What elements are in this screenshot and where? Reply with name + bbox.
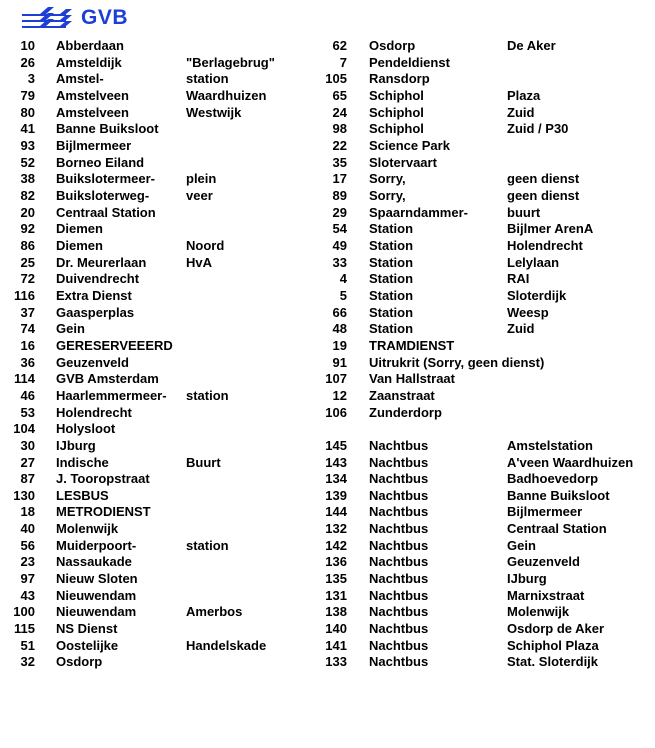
right-route-number: 135: [325, 571, 347, 587]
table-row: [0, 71, 655, 88]
left-route-number: 16: [20, 337, 35, 353]
left-route-number: 41: [20, 121, 35, 137]
left-destination: Banne Buiksloot: [56, 121, 159, 137]
right-destination: Station: [369, 321, 414, 337]
right-destination: Zaanstraat: [369, 387, 435, 403]
left-destination: Buikslotermeer-: [56, 171, 155, 187]
right-route-number: 131: [325, 587, 347, 603]
table-row: [0, 288, 655, 305]
right-route-number: 144: [325, 504, 347, 520]
right-destination: Science Park: [369, 137, 450, 153]
left-route-number: 25: [20, 254, 35, 270]
left-destination: LESBUS: [56, 487, 109, 503]
right-route-number: 66: [332, 304, 347, 320]
right-destination: Nachtbus: [369, 654, 429, 670]
right-route-number: 139: [325, 487, 347, 503]
table-row: [0, 654, 655, 671]
table-row: [0, 405, 655, 422]
right-destination-suffix: Bijlmer ArenA: [507, 221, 594, 237]
right-destination-suffix: Holendrecht: [507, 237, 583, 253]
left-route-number: 37: [20, 304, 35, 320]
table-row: [0, 171, 655, 188]
left-destination: J. Tooropstraat: [56, 471, 150, 487]
left-destination: Oostelijke: [56, 637, 119, 653]
right-route-number: 132: [325, 521, 347, 537]
table-row: [0, 221, 655, 238]
left-destination-suffix: Noord: [186, 237, 225, 253]
right-destination: Station: [369, 221, 414, 237]
left-destination: Nieuwendam: [56, 587, 137, 603]
left-destination: Nieuwendam: [56, 604, 137, 620]
right-destination-suffix: Schiphol Plaza: [507, 637, 599, 653]
right-destination: Nachtbus: [369, 621, 429, 637]
right-destination: Nachtbus: [369, 554, 429, 570]
right-destination-suffix: Gein: [507, 537, 536, 553]
left-destination-suffix: Waardhuizen: [186, 87, 267, 103]
right-destination-suffix: Plaza: [507, 87, 541, 103]
right-route-number: 35: [332, 154, 347, 170]
right-destination-suffix: De Aker: [507, 38, 556, 53]
left-route-number: 46: [20, 387, 35, 403]
table-row: [0, 321, 655, 338]
left-route-number: 18: [20, 504, 35, 520]
table-row: [0, 488, 655, 505]
right-route-number: 33: [332, 254, 347, 270]
table-row: [0, 55, 655, 72]
right-destination: Nachtbus: [369, 521, 429, 537]
left-route-number: 74: [20, 321, 35, 337]
right-destination-suffix: Centraal Station: [507, 521, 607, 537]
left-destination: Osdorp: [56, 654, 103, 670]
left-route-number: 97: [20, 571, 35, 587]
right-destination: Nachtbus: [369, 454, 429, 470]
table-row: [0, 571, 655, 588]
table-row: [0, 638, 655, 655]
left-route-number: 3: [27, 71, 35, 87]
left-destination-suffix: Amerbos: [186, 604, 243, 620]
right-destination: Nachtbus: [369, 537, 429, 553]
left-destination: Holysloot: [56, 421, 116, 437]
table-row: [0, 238, 655, 255]
right-destination: Station: [369, 254, 414, 270]
left-destination-suffix: Buurt: [186, 454, 221, 470]
right-destination: Schiphol: [369, 87, 424, 103]
right-destination-suffix: Badhoevedorp: [507, 471, 599, 487]
left-route-number: 80: [20, 104, 35, 120]
left-route-number: 32: [20, 654, 35, 670]
left-destination: Molenwijk: [56, 521, 119, 537]
right-destination-suffix: Lelylaan: [507, 254, 560, 270]
right-destination: Station: [369, 287, 414, 303]
left-route-number: 20: [20, 204, 35, 220]
right-route-number: 136: [325, 554, 347, 570]
table-row: [0, 621, 655, 638]
left-route-number: 40: [20, 521, 35, 537]
table-row: [0, 255, 655, 272]
right-destination: Nachtbus: [369, 587, 429, 603]
table-row: [0, 388, 655, 405]
left-destination-suffix: plein: [186, 171, 217, 187]
right-destination: Nachtbus: [369, 504, 429, 520]
table-row: [0, 371, 655, 388]
left-route-number: 26: [20, 54, 35, 70]
left-destination: Gein: [56, 321, 85, 337]
table-row: [0, 38, 655, 55]
right-destination: Osdorp: [369, 38, 416, 53]
right-destination-suffix: Zuid / P30: [507, 121, 569, 137]
table-row: [0, 554, 655, 571]
table-row: [0, 455, 655, 472]
right-route-number: 140: [325, 621, 347, 637]
right-destination: Schiphol: [369, 104, 424, 120]
table-row: [0, 421, 655, 438]
left-destination: Muiderpoort-: [56, 537, 137, 553]
left-destination: Geuzenveld: [56, 354, 129, 370]
right-destination-suffix: Zuid: [507, 104, 535, 120]
right-destination: Pendeldienst: [369, 54, 450, 70]
right-route-number: 107: [325, 371, 347, 387]
left-route-number: 38: [20, 171, 35, 187]
left-destination: Extra Dienst: [56, 287, 132, 303]
left-route-number: 114: [14, 371, 35, 387]
right-destination: Schiphol: [369, 121, 424, 137]
left-destination-suffix: veer: [186, 187, 213, 203]
table-row: [0, 271, 655, 288]
right-route-number: 12: [332, 387, 347, 403]
left-destination-suffix: station: [186, 387, 229, 403]
right-destination: Station: [369, 237, 414, 253]
right-route-number: 106: [325, 404, 347, 420]
left-destination: Dr. Meurerlaan: [56, 254, 147, 270]
left-route-number: 43: [20, 587, 35, 603]
left-destination: Abberdaan: [56, 38, 124, 53]
right-route-number: 49: [332, 237, 347, 253]
right-destination-suffix: geen dienst: [507, 171, 580, 187]
right-destination: Nachtbus: [369, 571, 429, 587]
left-destination-suffix: Handelskade: [186, 637, 267, 653]
left-route-number: 56: [20, 537, 35, 553]
right-route-number: 29: [332, 204, 347, 220]
right-destination: Sorry,: [369, 171, 406, 187]
left-destination-suffix: HvA: [186, 254, 213, 270]
table-row: [0, 205, 655, 222]
left-destination: GVB Amsterdam: [56, 371, 159, 387]
left-destination-suffix: "Berlagebrug": [186, 54, 275, 70]
left-destination: Nieuw Sloten: [56, 571, 138, 587]
left-destination: Centraal Station: [56, 204, 156, 220]
left-destination-suffix: station: [186, 537, 229, 553]
right-destination: Ransdorp: [369, 71, 430, 87]
gvb-wave-logo-icon: [20, 5, 74, 31]
right-destination: Nachtbus: [369, 604, 429, 620]
right-destination-suffix: RAI: [507, 271, 530, 287]
right-destination-suffix: Osdorp de Aker: [507, 621, 605, 637]
left-destination-suffix: Westwijk: [186, 104, 242, 120]
right-destination: Slotervaart: [369, 154, 437, 170]
left-route-number: 100: [13, 604, 35, 620]
left-destination: IJburg: [56, 437, 96, 453]
table-row: [0, 88, 655, 105]
left-destination: Nassaukade: [56, 554, 132, 570]
right-destination-suffix: Zuid: [507, 321, 535, 337]
left-route-number: 79: [20, 87, 35, 103]
left-route-number: 87: [20, 471, 35, 487]
left-route-number: 116: [14, 287, 35, 303]
right-destination-suffix: IJburg: [507, 571, 547, 587]
table-row: [0, 338, 655, 355]
left-route-number: 52: [20, 154, 35, 170]
table-row: [0, 305, 655, 322]
left-route-number: 51: [20, 637, 35, 653]
right-route-number: 17: [332, 171, 347, 187]
right-route-number: 5: [339, 287, 347, 303]
table-row: [0, 504, 655, 521]
right-route-number: 54: [332, 221, 347, 237]
left-destination: NS Dienst: [56, 621, 118, 637]
right-destination: TRAMDIENST: [369, 337, 455, 353]
table-row: [0, 188, 655, 205]
right-route-number: 62: [332, 38, 347, 53]
right-route-number: 143: [325, 454, 347, 470]
table-row: [0, 355, 655, 372]
right-route-number: 65: [332, 87, 347, 103]
right-destination: Nachtbus: [369, 637, 429, 653]
right-destination-suffix: Geuzenveld: [507, 554, 580, 570]
right-destination: Spaarndammer-: [369, 204, 468, 220]
left-destination: Gaasperplas: [56, 304, 135, 320]
right-destination-suffix: Sloterdijk: [507, 287, 567, 303]
left-destination: Amstelveen: [56, 104, 129, 120]
right-destination: Van Hallstraat: [369, 371, 455, 387]
left-destination: Duivendrecht: [56, 271, 140, 287]
left-destination-suffix: station: [186, 71, 229, 87]
right-route-number: 145: [325, 437, 347, 453]
right-route-number: 89: [332, 187, 347, 203]
table-row: [0, 604, 655, 621]
left-destination: Borneo Eiland: [56, 154, 145, 170]
left-route-number: 82: [20, 187, 35, 203]
right-destination-suffix: Amstelstation: [507, 437, 593, 453]
header: [20, 4, 128, 32]
right-route-number: 4: [339, 271, 347, 287]
right-route-number: 19: [332, 337, 347, 353]
left-destination: METRODIENST: [56, 504, 151, 520]
left-destination: GERESERVEEERD: [56, 337, 173, 353]
left-route-number: 36: [20, 354, 35, 370]
right-destination: Station: [369, 304, 414, 320]
left-route-number: 86: [20, 237, 35, 253]
right-route-number: 133: [325, 654, 347, 670]
left-route-number: 27: [20, 454, 35, 470]
left-destination: Amstel-: [56, 71, 104, 87]
left-route-number: 30: [20, 437, 35, 453]
left-route-number: 72: [20, 271, 35, 287]
table-row: [0, 538, 655, 555]
table-row: [0, 105, 655, 122]
right-route-number: 98: [332, 121, 347, 137]
right-route-number: 91: [332, 354, 347, 370]
right-route-number: 141: [325, 637, 347, 653]
right-route-number: 7: [339, 54, 347, 70]
right-destination-suffix: Bijlmermeer: [507, 504, 583, 520]
table-row: [0, 471, 655, 488]
left-destination: Haarlemmermeer-: [56, 387, 167, 403]
right-destination: Nachtbus: [369, 487, 429, 503]
right-route-number: 105: [325, 71, 347, 87]
left-route-number: 10: [20, 38, 35, 53]
right-destination: Nachtbus: [369, 471, 429, 487]
table-row: [0, 121, 655, 138]
table-row: [0, 438, 655, 455]
right-route-number: 138: [325, 604, 347, 620]
right-destination-suffix: A'veen Waardhuizen: [507, 454, 634, 470]
left-destination: Indische: [56, 454, 109, 470]
right-destination-suffix: geen dienst: [507, 187, 580, 203]
right-destination-suffix: Banne Buiksloot: [507, 487, 610, 503]
right-route-number: 24: [332, 104, 347, 120]
right-destination-suffix: Marnixstraat: [507, 587, 585, 603]
logo-text: GVB: [81, 6, 129, 29]
left-route-number: 130: [13, 487, 35, 503]
left-destination: Bijlmermeer: [56, 137, 132, 153]
right-destination-suffix: Weesp: [507, 304, 549, 320]
left-route-number: 93: [20, 137, 35, 153]
left-destination: Buiksloterweg-: [56, 187, 150, 203]
table-row: [0, 155, 655, 172]
right-route-number: 48: [332, 321, 347, 337]
right-destination-suffix: buurt: [507, 204, 541, 220]
right-route-number: 142: [325, 537, 347, 553]
right-destination: Uitrukrit (Sorry, geen dienst): [369, 354, 545, 370]
left-destination: Holendrecht: [56, 404, 132, 420]
right-destination: Zunderdorp: [369, 404, 442, 420]
left-destination: Diemen: [56, 221, 103, 237]
left-destination: Amstelveen: [56, 87, 129, 103]
left-destination: Amsteldijk: [56, 54, 122, 70]
table-row: [0, 521, 655, 538]
right-destination-suffix: Stat. Sloterdijk: [507, 654, 599, 670]
table-row: [0, 588, 655, 605]
right-route-number: 22: [332, 137, 347, 153]
left-route-number: 23: [20, 554, 35, 570]
right-destination: Sorry,: [369, 187, 406, 203]
left-destination: Diemen: [56, 237, 103, 253]
left-route-number: 115: [14, 621, 35, 637]
right-destination-suffix: Molenwijk: [507, 604, 570, 620]
right-route-number: 134: [325, 471, 347, 487]
table-row: [0, 138, 655, 155]
right-destination: Nachtbus: [369, 437, 429, 453]
left-route-number: 92: [20, 221, 35, 237]
right-destination: Station: [369, 271, 414, 287]
left-route-number: 53: [20, 404, 35, 420]
left-route-number: 104: [13, 421, 35, 437]
